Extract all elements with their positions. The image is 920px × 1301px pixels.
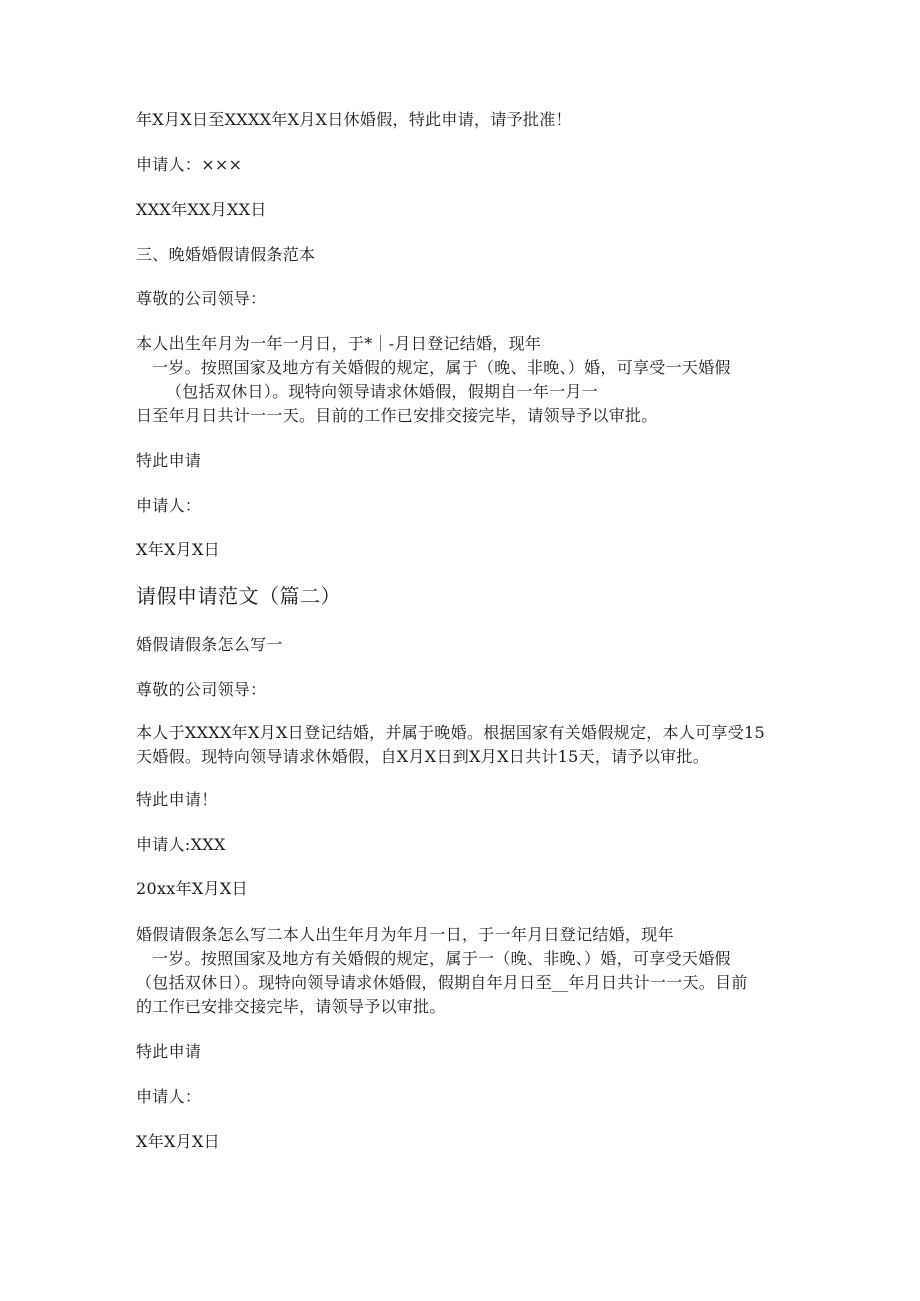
applicant-line: 申请人:XXX (136, 835, 226, 854)
body-line: 一岁。按照国家及地方有关婚假的规定，属于（晚、非晚、）婚，可享受一天婚假 (152, 358, 731, 377)
body-line: （包括双休日）。现特向领导请求休婚假，假期自一年一月一 (166, 382, 599, 401)
date-line: X年X月X日 (136, 540, 220, 559)
body-line: 日至年月日共计一一天。目前的工作已安排交接完毕，请领导予以审批。 (136, 406, 658, 425)
body-line: （包括双休日）。现特向领导请求休婚假，假期自年月日至__年月日共计一一天。目前 (136, 973, 748, 992)
date-line: XXX年XX月XX日 (136, 200, 267, 219)
closing-line: 特此申请 (136, 1042, 202, 1061)
salutation: 尊敬的公司领导： (136, 289, 267, 308)
date-line: 20xx年X月X日 (136, 879, 248, 898)
applicant-line: 申请人：××× (136, 155, 243, 174)
body-line: 一岁。按照国家及地方有关婚假的规定，属于一（晚、非晚、）婚，可享受天婚假 (152, 949, 731, 968)
closing-line: 特此申请 (136, 451, 202, 470)
subheading: 婚假请假条怎么写一 (136, 635, 283, 654)
date-line: X年X月X日 (136, 1132, 220, 1151)
applicant-line: 申请人： (136, 496, 202, 515)
body-line: 的工作已安排交接完毕，请领导予以审批。 (136, 997, 446, 1016)
section-heading: 三、晚婚婚假请假条范本 (136, 245, 316, 264)
salutation: 尊敬的公司领导： (136, 680, 267, 699)
body-line: 婚假请假条怎么写二本人出生年月为年月一日，于一年月日登记结婚，现年 (136, 925, 674, 944)
article-title: 请假申请范文（篇二） (136, 584, 341, 608)
body-line: 本人出生年月为一年一月日，于*｜-月日登记结婚，现年 (136, 334, 542, 353)
closing-line: 特此申请！ (136, 790, 218, 809)
body-line: 天婚假。现特向领导请求休婚假，自X月X日到X月X日共计15天，请予以审批。 (136, 747, 710, 766)
paragraph-leave-dates: 年X月X日至XXXX年X月X日休婚假，特此申请，请予批准！ (136, 110, 572, 129)
applicant-line: 申请人： (136, 1087, 202, 1106)
body-line: 本人于XXXX年X月X日登记结婚，并属于晚婚。根据国家有关婚假规定，本人可享受15 (136, 723, 766, 742)
